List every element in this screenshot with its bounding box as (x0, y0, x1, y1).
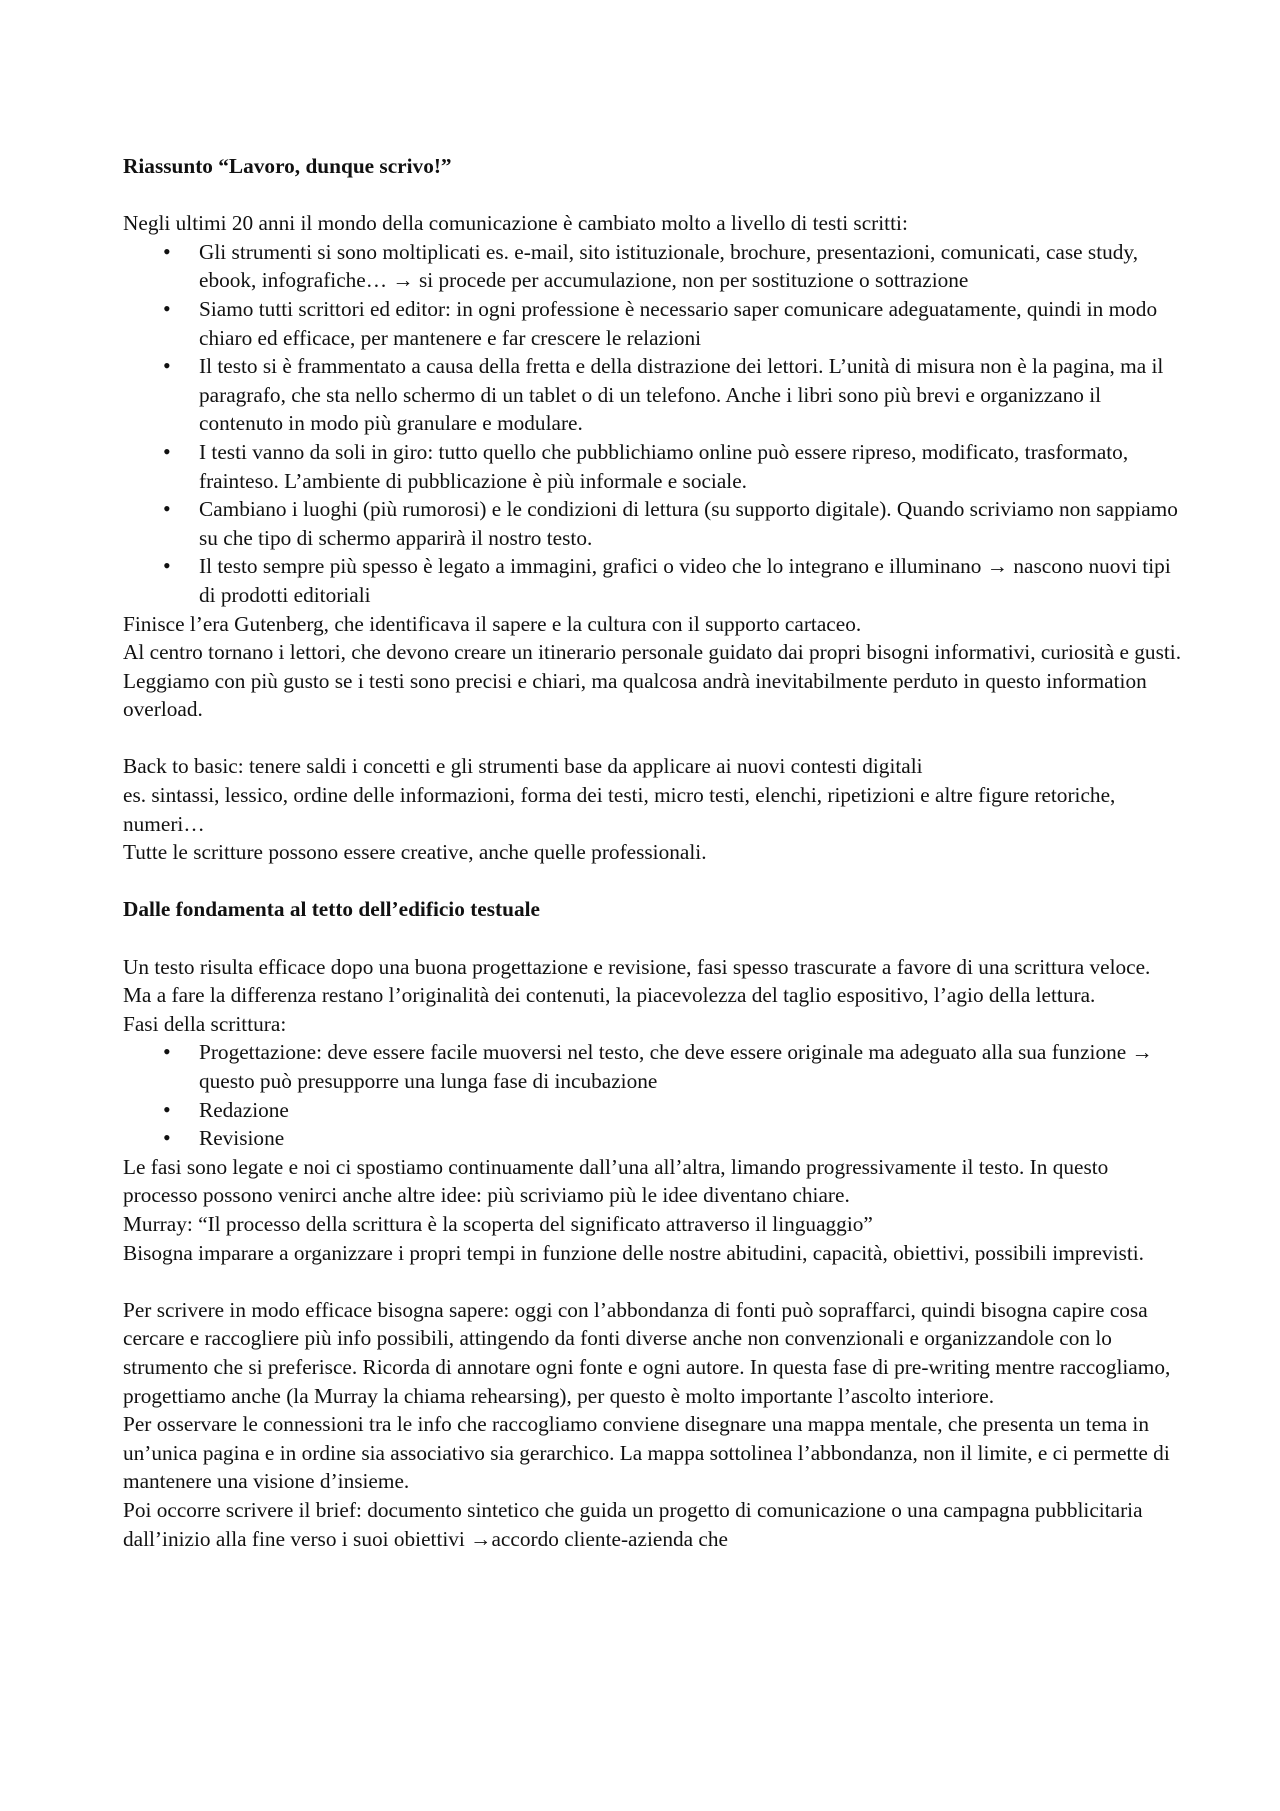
section-heading: Dalle fondamenta al tetto dell’edificio testuale (123, 897, 540, 922)
list-item: • Cambiano i luoghi (più rumorosi) e le condizioni di lettura (su supporto digitale). Quando scriviamo non sappiamo su che tipo di schermo apparirà il nostro testo. (199, 495, 1183, 552)
intro-bullet-list (123, 238, 1183, 610)
organize-time-paragraph: Bisogna imparare a organizzare i propri tempi in funzione delle nostre abitudini, capacità, obiettivi, possibili imprevisti. (123, 1240, 1144, 1265)
document-title: Riassunto “Lavoro, dunque scrivo!” (123, 154, 452, 178)
mind-map-paragraph: Per osservare le connessioni tra le info che raccogliamo conviene disegnare una mappa mentale, che presenta un tema in un’unica pagina e in ordine sia associativo sia gerarchico. La mappa sottolinea l’abbondanza, non il limite, e ci permette di mantenere una visione d’insieme. (123, 1412, 1170, 1494)
write-effectively-paragraph: Per scrivere in modo efficace bisogna sapere: oggi con l’abbondanza di fonti può sopraffarci, quindi bisogna capire cosa cercare e raccogliere più info possibili, attingendo da fonti diverse anche non convenzionali e organizzandole con lo strumento che si preferisce. Ricorda di annotare ogni fonte e ogni autore. In questa fase di pre-writing mentre raccogliamo, progettiamo anche (la Murray la chiama rehearsing), per questo è molto importante l’ascolto interiore. (123, 1297, 1171, 1408)
list-item: • I testi vanno da soli in giro: tutto quello che pubblichiamo online può essere ripreso, modificato, trasformato, frainteso. L’ambiente di pubblicazione è più informale e sociale. (199, 438, 1183, 495)
back-to-basic-examples: es. sintassi, lessico, ordine delle informazioni, forma dei testi, micro testi, elenchi, ripetizioni e altre figure retoriche, numeri… (123, 783, 1116, 836)
phases-linked-paragraph: Le fasi sono legate e noi ci spostiamo continuamente dall’una all’altra, limando progressivamente il testo. In questo processo possono venirci anche altre idee: più scriviamo più le idee diventano chiare. (123, 1154, 1109, 1208)
list-item: • Revisione (199, 1124, 1183, 1153)
spacer (123, 1267, 1183, 1296)
phases-bullet-list (123, 1038, 1183, 1152)
brief-paragraph: Poi occorre scrivere il brief: documento sintetico che guida un progetto di comunicazione o una campagna pubblicitaria dall’inizio alla fine verso i suoi obiettivi →accordo cliente-azienda che (123, 1497, 1143, 1551)
list-item: • Il testo sempre più spesso è legato a immagini, grafici o video che lo integrano e illuminano → nascono nuovi tipi di prodotti editoriali (199, 552, 1183, 609)
readers-paragraph: Al centro tornano i lettori, che devono creare un itinerario personale guidato dai propri bisogni informativi, curiosità e gusti. Leggiamo con più gusto se i testi sono precisi e chiari, ma qualcosa andrà inevitabilmente perduto in questo information overload. (123, 640, 1182, 722)
document-page (123, 152, 1183, 1553)
intro-paragraph: Negli ultimi 20 anni il mondo della comunicazione è cambiato molto a livello di testi scritti: (123, 211, 908, 236)
list-item: • Gli strumenti si sono moltiplicati es. e-mail, sito istituzionale, brochure, presentazioni, comunicati, case study, ebook, infografiche… → si procede per accumulazione, non per sostituzione o sottrazione (199, 238, 1183, 295)
back-to-basic-line: Back to basic: tenere saldi i concetti e gli strumenti base da applicare ai nuovi contesti digitali (123, 754, 923, 779)
spacer (123, 181, 1183, 210)
phases-label: Fasi della scrittura: (123, 1011, 287, 1036)
list-item: • Il testo si è frammentato a causa della fretta e della distrazione dei lettori. L’unità di misura non è la pagina, ma il paragrafo, che sta nello schermo di un tablet o di un telefono. Anche i libri sono più brevi e organizzano il contenuto in modo più granulare e modulare. (199, 352, 1183, 438)
spacer (123, 724, 1183, 753)
list-item: • Progettazione: deve essere facile muoversi nel testo, che deve essere originale ma adeguato alla sua funzione → questo può presupporre una lunga fase di incubazione (199, 1038, 1183, 1095)
effective-text-paragraph: Un testo risulta efficace dopo una buona progettazione e revisione, fasi spesso trascurate a favore di una scrittura veloce. Ma a fare la differenza restano l’originalità dei contenuti, la piacevolezza del taglio espositivo, l’agio della lettura. (123, 954, 1151, 1008)
list-item: • Redazione (199, 1096, 1183, 1125)
spacer (123, 867, 1183, 896)
creative-paragraph: Tutte le scritture possono essere creative, anche quelle professionali. (123, 840, 707, 865)
spacer (123, 924, 1183, 953)
list-item: • Siamo tutti scrittori ed editor: in ogni professione è necessario saper comunicare adeguatamente, quindi in modo chiaro ed efficace, per mantenere e far crescere le relazioni (199, 295, 1183, 352)
gutenberg-paragraph: Finisce l’era Gutenberg, che identificava il sapere e la cultura con il supporto cartaceo. (123, 611, 862, 636)
murray-quote: Murray: “Il processo della scrittura è la scoperta del significato attraverso il linguaggio” (123, 1211, 873, 1236)
